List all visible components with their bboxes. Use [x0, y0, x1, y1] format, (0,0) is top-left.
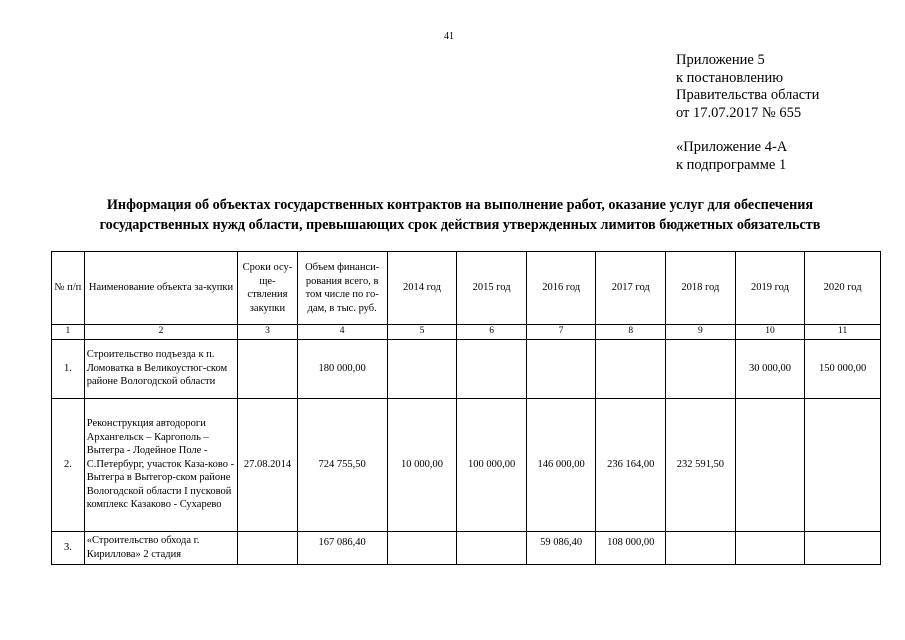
- header-row: [52, 252, 881, 325]
- row-2016: 59 086,40: [526, 531, 596, 564]
- appendix-line: от 17.07.2017 № 655: [676, 104, 802, 121]
- table-row: [52, 398, 881, 531]
- page-number: 41: [444, 31, 454, 42]
- row-2016: 146 000,00: [526, 398, 596, 531]
- row-2018: [666, 531, 736, 564]
- header-2015: 2015 год: [457, 252, 527, 325]
- row-volume: 180 000,00: [297, 339, 387, 398]
- row-2014: [387, 339, 457, 398]
- title-line-2: государственных нужд области, превышающих срок действия утвержденных лимитов бюджетных обязательств: [99, 217, 821, 233]
- appendix-line: Приложение 5: [676, 52, 765, 68]
- table-row: [52, 339, 881, 398]
- appendix-subline: «Приложение 4-А: [676, 139, 788, 155]
- column-number: 11: [805, 325, 881, 340]
- header-2020: 2020 год: [805, 252, 881, 325]
- row-2019: [735, 398, 805, 531]
- column-number: 8: [596, 325, 666, 340]
- column-numbers-row: [52, 325, 881, 340]
- header-2014: 2014 год: [387, 252, 457, 325]
- column-number: 5: [387, 325, 457, 340]
- header-num: № п/п: [52, 252, 85, 325]
- row-2020: 150 000,00: [805, 339, 881, 398]
- row-name: Строительство подъезда к п. Ломоватка в Великоустюг-ском районе Вологодской области: [84, 339, 238, 398]
- row-2014: 10 000,00: [387, 398, 457, 531]
- column-number: 1: [52, 325, 85, 340]
- appendix-block: [676, 52, 819, 174]
- row-2017: 236 164,00: [596, 398, 666, 531]
- row-2018: [666, 339, 736, 398]
- row-2017: [596, 339, 666, 398]
- row-2016: [526, 339, 596, 398]
- column-number: 9: [666, 325, 736, 340]
- row-2020: [805, 398, 881, 531]
- table-row: [52, 531, 881, 564]
- document-title: [40, 195, 880, 235]
- header-2016: 2016 год: [526, 252, 596, 325]
- header-2018: 2018 год: [666, 252, 736, 325]
- appendix-subline: к подпрограмме 1: [676, 156, 787, 173]
- column-number: 2: [84, 325, 238, 340]
- row-2015: 100 000,00: [457, 398, 527, 531]
- row-2019: [735, 531, 805, 564]
- header-2019: 2019 год: [735, 252, 805, 325]
- row-2020: [805, 531, 881, 564]
- row-volume: 724 755,50: [297, 398, 387, 531]
- header-2017: 2017 год: [596, 252, 666, 325]
- row-name: «Строительство обхода г. Кириллова» 2 стадия: [84, 531, 238, 564]
- row-num: 1.: [52, 339, 85, 398]
- row-num: 3.: [52, 531, 85, 564]
- row-2015: [457, 339, 527, 398]
- row-name: Реконструкция автодороги Архангельск – Каргополь – Вытегра - Лодейное Поле - С.Петербург, участок Каза-ково - Вытегра в Вытегор-ском районе Вологодской области I пусковой комплекс Казаково - Сухарево: [84, 398, 238, 531]
- header-volume: Объем финанси-рования всего, в том числе по го-дам, в тыс. руб.: [297, 252, 387, 325]
- row-2017: 108 000,00: [596, 531, 666, 564]
- column-number: 7: [526, 325, 596, 340]
- row-volume: 167 086,40: [297, 531, 387, 564]
- row-2014: [387, 531, 457, 564]
- appendix-line: к постановлению: [676, 69, 784, 86]
- header-name: Наименование объекта за-купки: [84, 252, 238, 325]
- header-term: Сроки осу-ще-ствления закупки: [238, 252, 297, 325]
- row-2018: 232 591,50: [666, 398, 736, 531]
- column-number: 4: [297, 325, 387, 340]
- row-term: [238, 339, 297, 398]
- row-2015: [457, 531, 527, 564]
- contracts-table: [51, 251, 881, 565]
- row-2019: 30 000,00: [735, 339, 805, 398]
- row-term: [238, 531, 297, 564]
- row-num: 2.: [52, 398, 85, 531]
- column-number: 10: [735, 325, 805, 340]
- column-number: 6: [457, 325, 527, 340]
- appendix-line: Правительства области: [676, 87, 820, 103]
- title-line-1: Информация об объектах государственных контрактов на выполнение работ, оказание услуг для обеспечения: [106, 197, 814, 213]
- column-number: 3: [238, 325, 297, 340]
- row-term: 27.08.2014: [238, 398, 297, 531]
